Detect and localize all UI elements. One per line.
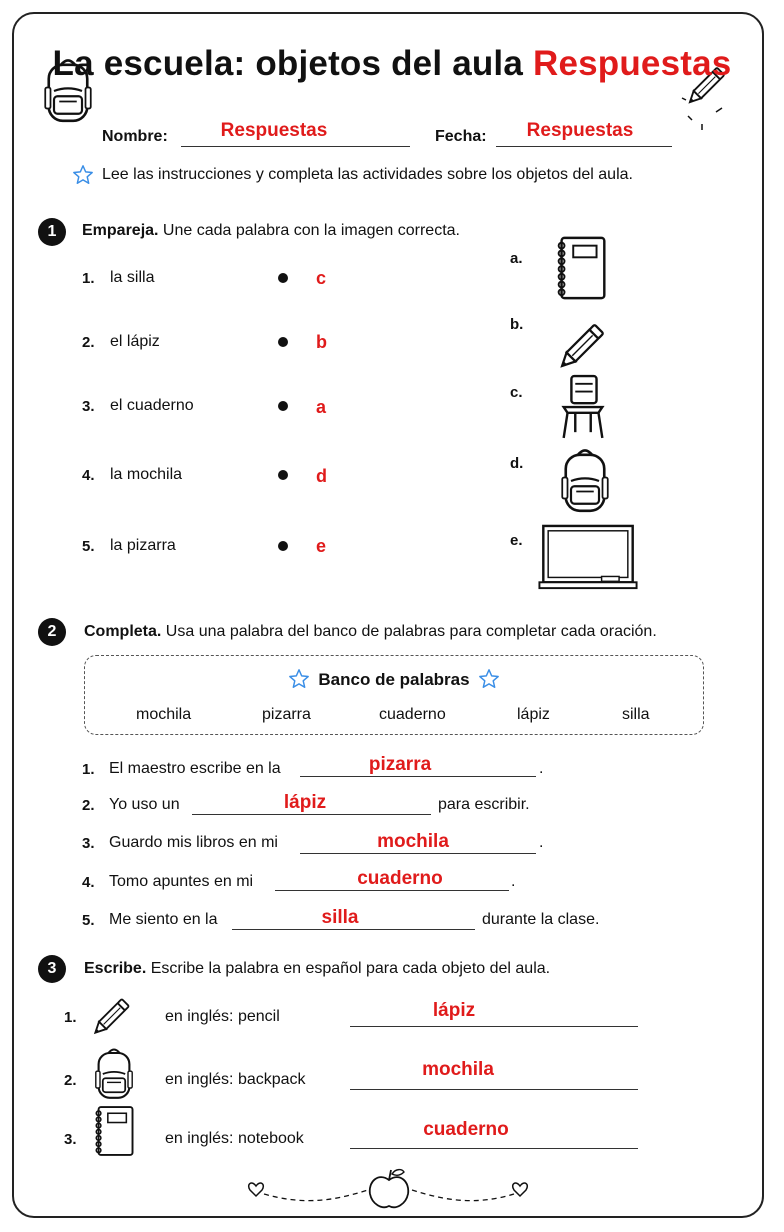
match-word: la pizarra: [110, 537, 176, 554]
match-answer: a: [316, 397, 327, 417]
star-icon: [72, 164, 94, 186]
bank-word: cuaderno: [379, 706, 446, 723]
sentence-text: Guardo mis libros en mi: [109, 834, 278, 851]
notebook-icon: [548, 234, 614, 302]
answer-value: lápiz: [432, 1000, 476, 1021]
section-1-badge: 1: [38, 218, 66, 246]
item-number: 1.: [82, 761, 95, 778]
picture-letter: d.: [510, 455, 524, 472]
match-dot[interactable]: [278, 401, 288, 411]
match-answer: d: [316, 466, 327, 486]
title-highlight: Respuestas: [532, 44, 732, 83]
sentence-text: .: [511, 873, 516, 890]
match-answer: b: [316, 332, 327, 352]
bank-word: lápiz: [517, 706, 550, 723]
bank-word: pizarra: [262, 706, 311, 723]
section-2-badge: 2: [38, 618, 66, 646]
item-number: 3.: [82, 835, 95, 852]
match-answer: c: [316, 268, 327, 288]
match-word: la silla: [110, 269, 155, 286]
item-number: 3.: [82, 398, 95, 415]
backpack-icon: [556, 446, 614, 516]
picture-letter: e.: [510, 532, 523, 549]
word-bank: [84, 655, 704, 735]
match-dot[interactable]: [278, 470, 288, 480]
item-number: 2.: [82, 797, 95, 814]
sentence-text: .: [539, 760, 544, 777]
answer-value: mochila: [377, 831, 449, 852]
answer-value: mochila: [422, 1059, 494, 1080]
match-answer: e: [316, 536, 327, 556]
answer-value: lápiz: [283, 792, 327, 813]
sentence-text: Tomo apuntes en mi: [109, 873, 254, 890]
item-number: 2.: [82, 334, 95, 351]
chalkboard-icon: [538, 524, 638, 592]
notebook-icon: [90, 1104, 138, 1158]
apple-icon: [370, 1170, 409, 1208]
item-number: 5.: [82, 538, 95, 555]
item-number: 3.: [64, 1131, 77, 1148]
section-1-title: Empareja. Une cada palabra con la imagen correcta.: [82, 222, 460, 239]
match-word: la mochila: [110, 466, 183, 483]
picture-letter: b.: [510, 316, 524, 333]
name-value: Respuestas: [220, 120, 328, 141]
heart-icon: [513, 1183, 528, 1196]
sentence-text: El maestro escribe en la: [109, 760, 281, 777]
worksheet-border: [12, 12, 764, 1218]
sentence-text: Yo uso un: [109, 796, 180, 813]
date-label: Fecha:: [435, 128, 487, 145]
match-dot[interactable]: [278, 541, 288, 551]
backpack-icon: [92, 1046, 136, 1102]
word-bank-title: Banco de palabras: [85, 668, 703, 690]
footer-decoration: [246, 1166, 532, 1210]
match-dot[interactable]: [278, 273, 288, 283]
answer-value: pizarra: [368, 754, 432, 775]
item-number: 5.: [82, 912, 95, 929]
chair-icon: [554, 374, 612, 442]
item-number: 1.: [64, 1009, 77, 1026]
section-3-title: Escribe. Escribe la palabra en español para cada objeto del aula.: [84, 960, 551, 977]
prompt-text: en inglés: pencil: [165, 1008, 280, 1025]
instructions: Lee las instrucciones y completa las actividades sobre los objetos del aula.: [102, 166, 633, 183]
pencil-icon: [92, 992, 136, 1036]
bank-word: silla: [622, 706, 650, 723]
bank-word: mochila: [136, 706, 192, 723]
match-dot[interactable]: [278, 337, 288, 347]
sentence-text: Me siento en la: [109, 911, 218, 928]
picture-letter: a.: [510, 250, 523, 267]
match-word: el lápiz: [110, 333, 160, 350]
page-title: La escuela: objetos del aula Respuestas: [52, 44, 732, 83]
answer-value: cuaderno: [423, 1119, 509, 1140]
sentence-text: para escribir.: [438, 796, 530, 813]
item-number: 2.: [64, 1072, 77, 1089]
section-2-title: Completa. Usa una palabra del banco de palabras para completar cada oración.: [84, 623, 657, 640]
prompt-text: en inglés: notebook: [165, 1130, 304, 1147]
picture-letter: c.: [510, 384, 523, 401]
answer-value: cuaderno: [357, 868, 443, 889]
star-icon: [288, 668, 310, 690]
date-value: Respuestas: [526, 120, 634, 141]
pencil-icon: [558, 316, 612, 370]
match-word: el cuaderno: [110, 397, 194, 414]
name-label: Nombre:: [102, 128, 168, 145]
heart-icon: [249, 1183, 264, 1196]
item-number: 4.: [82, 874, 95, 891]
answer-value: silla: [321, 907, 359, 928]
section-3-badge: 3: [38, 955, 66, 983]
prompt-text: en inglés: backpack: [165, 1071, 306, 1088]
item-number: 4.: [82, 467, 95, 484]
sentence-text: .: [539, 834, 544, 851]
star-icon: [478, 668, 500, 690]
sentence-text: durante la clase.: [482, 911, 600, 928]
item-number: 1.: [82, 270, 95, 287]
